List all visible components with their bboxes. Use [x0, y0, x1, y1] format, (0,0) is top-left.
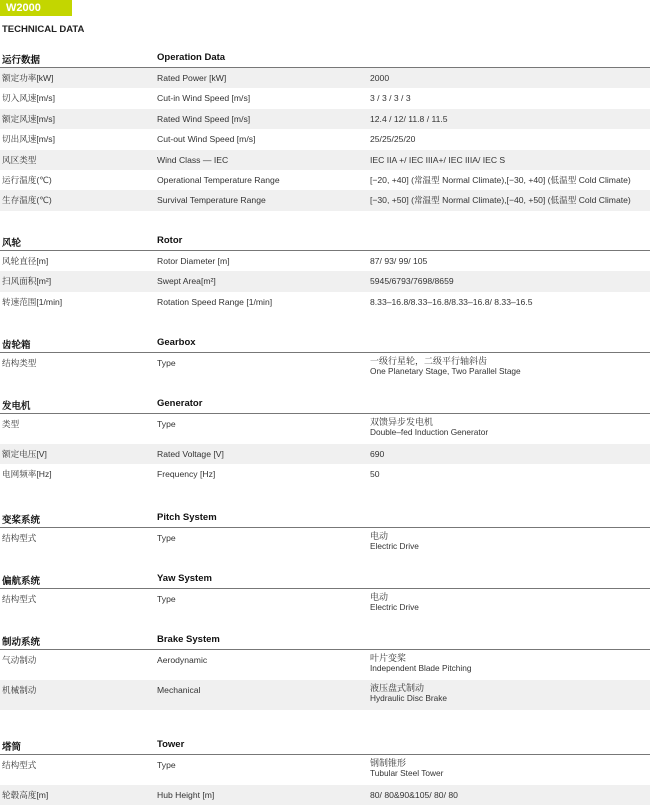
param-value: 50 [370, 469, 380, 480]
section-rotor [0, 231, 650, 312]
param-value-en: Tubular Steel Tower [370, 768, 444, 778]
table-row [0, 88, 650, 108]
param-name-cn: 切出风速[m/s] [2, 134, 55, 145]
table-row [0, 251, 650, 271]
param-value: [−20, +40] (常温型 Normal Climate),[−30, +40] (低温型 Cold Climate) [370, 174, 631, 185]
param-name-cn: 额定电压[V] [2, 449, 47, 459]
param-name-en: Cut-out Wind Speed [m/s] [157, 134, 256, 145]
param-name-en: Swept Area[m²] [157, 276, 216, 287]
table-row [0, 589, 650, 619]
section-header [0, 735, 650, 755]
table-row [0, 190, 650, 210]
param-value-cn: 电动 [370, 592, 389, 602]
table-row [0, 444, 650, 464]
param-value: [−30, +50] (常温型 Normal Climate),[−40, +50] (低温型 Cold Climate) [370, 195, 631, 206]
param-name-cn: 切入风速[m/s] [2, 93, 55, 104]
param-value: 2000 [370, 73, 390, 83]
param-value: 690 [370, 449, 385, 459]
param-value: IEC IIA +/ IEC IIIA+/ IEC IIIA/ IEC S [370, 154, 506, 165]
param-value-cn: 液压盘式制动 [370, 683, 425, 693]
section-title-cn: 塔筒 [2, 742, 22, 753]
param-value-en: Electric Drive [370, 541, 419, 551]
param-name-cn: 额定功率[kW] [2, 73, 54, 83]
param-name-en: Aerodynamic [157, 655, 208, 665]
section-title-cn: 发电机 [2, 401, 31, 412]
section-generator [0, 394, 650, 485]
section-header [0, 333, 650, 353]
table-row [0, 353, 650, 383]
param-name-en: Type [157, 419, 176, 429]
section-pitch-system [0, 508, 650, 558]
param-value-en: Electric Drive [370, 602, 419, 612]
param-name-cn: 机械制动 [2, 685, 37, 695]
param-name-en: Mechanical [157, 685, 201, 695]
param-name-cn: 风轮直径[m] [2, 256, 49, 266]
param-value [370, 592, 419, 612]
param-value [370, 531, 419, 551]
table-row [0, 150, 650, 170]
param-value: 8.33–16.8/8.33–16.8/8.33–16.8/ 8.33–16.5 [370, 296, 533, 307]
param-value: 3 / 3 / 3 / 3 [370, 93, 411, 104]
param-name-cn: 电网频率[Hz] [2, 469, 52, 480]
section-header [0, 569, 650, 589]
section-title-en: Operation Data [157, 52, 226, 63]
table-row [0, 68, 650, 88]
param-value-en: Hydraulic Disc Brake [370, 693, 447, 703]
param-value-cn: 电动 [370, 531, 389, 541]
param-name-en: Wind Class — IEC [157, 154, 229, 165]
param-value: 80/ 80&90&105/ 80/ 80 [370, 790, 458, 800]
table-row [0, 414, 650, 444]
table-row [0, 785, 650, 805]
param-name-cn: 轮毂高度[m] [2, 790, 49, 800]
section-operation-data [0, 48, 650, 211]
param-value [370, 417, 488, 437]
table-row [0, 292, 650, 312]
section-title-cn: 齿轮箱 [2, 340, 31, 351]
param-value: 25/25/25/20 [370, 134, 416, 145]
section-title-en: Brake System [157, 634, 220, 645]
section-title-cn: 运行数据 [2, 55, 41, 66]
model-badge: W2000 [0, 0, 72, 16]
param-value [370, 653, 472, 673]
param-name-cn: 结构类型 [2, 358, 37, 368]
table-row [0, 464, 650, 484]
section-header [0, 394, 650, 414]
param-name-cn: 类型 [2, 419, 20, 429]
page-title: TECHNICAL DATA [2, 24, 85, 35]
section-tower [0, 735, 650, 805]
param-name-cn: 结构型式 [2, 533, 37, 543]
param-name-en: Frequency [Hz] [157, 469, 216, 480]
section-title-cn: 风轮 [2, 238, 22, 249]
section-header [0, 48, 650, 68]
param-name-cn: 运行温度(℃) [2, 174, 52, 185]
param-value: 12.4 / 12/ 11.8 / 11.5 [370, 113, 448, 124]
section-title-cn: 变桨系统 [2, 515, 41, 526]
param-value-cn: 钢制锥形 [370, 758, 407, 768]
section-title-cn: 制动系统 [2, 637, 41, 648]
param-value [370, 356, 521, 376]
param-name-en: Rated Wind Speed [m/s] [157, 113, 251, 124]
param-value-cn: 双馈异步发电机 [370, 417, 434, 427]
table-row [0, 755, 650, 785]
param-name-cn: 生存温度(℃) [2, 195, 52, 206]
param-value-en: Independent Blade Pitching [370, 663, 472, 673]
param-name-cn: 结构型式 [2, 594, 37, 604]
param-value-en: One Planetary Stage, Two Parallel Stage [370, 366, 521, 376]
param-name-en: Type [157, 533, 176, 543]
param-name-en: Survival Temperature Range [157, 195, 266, 206]
param-name-en: Type [157, 594, 176, 604]
section-title-en: Gearbox [157, 337, 196, 348]
param-name-cn: 转速范围[1/min] [2, 296, 63, 307]
table-row [0, 271, 650, 291]
table-row [0, 528, 650, 558]
param-name-en: Operational Temperature Range [157, 174, 280, 185]
param-name-en: Type [157, 358, 176, 368]
param-name-cn: 扫风面积[m²] [2, 276, 52, 287]
param-name-cn: 结构型式 [2, 760, 37, 770]
table-row [0, 170, 650, 190]
param-name-en: Rated Power [kW] [157, 73, 227, 83]
param-value-cn: 叶片变桨 [370, 653, 407, 663]
section-yaw-system [0, 569, 650, 619]
section-brake-system [0, 630, 650, 710]
param-name-en: Rotation Speed Range [1/min] [157, 296, 273, 307]
param-name-cn: 额定风速[m/s] [2, 113, 55, 124]
param-name-en: Rated Voltage [V] [157, 449, 224, 459]
param-name-en: Cut-in Wind Speed [m/s] [157, 93, 251, 104]
section-title-en: Yaw System [157, 573, 212, 584]
table-row [0, 129, 650, 149]
section-title-en: Pitch System [157, 512, 217, 523]
param-value-cn: 一级行星轮，二级平行轴斜齿 [370, 356, 488, 366]
section-title-en: Generator [157, 398, 203, 409]
table-row [0, 680, 650, 710]
param-value: 87/ 93/ 99/ 105 [370, 256, 428, 266]
table-row [0, 650, 650, 680]
param-value: 5945/6793/7698/8659 [370, 276, 454, 287]
param-name-cn: 风区类型 [2, 154, 37, 165]
section-header [0, 231, 650, 251]
section-title-en: Tower [157, 739, 185, 750]
section-title-en: Rotor [157, 235, 183, 246]
param-value [370, 683, 447, 703]
param-name-cn: 气动制动 [2, 655, 37, 665]
table-row [0, 109, 650, 129]
param-name-en: Type [157, 760, 176, 770]
section-title-cn: 偏航系统 [2, 576, 41, 587]
section-header [0, 630, 650, 650]
param-value [370, 758, 443, 778]
section-gearbox [0, 333, 650, 383]
param-name-en: Rotor Diameter [m] [157, 256, 230, 266]
param-name-en: Hub Height [m] [157, 790, 215, 800]
section-header [0, 508, 650, 528]
param-value-en: Double–fed Induction Generator [370, 427, 489, 437]
